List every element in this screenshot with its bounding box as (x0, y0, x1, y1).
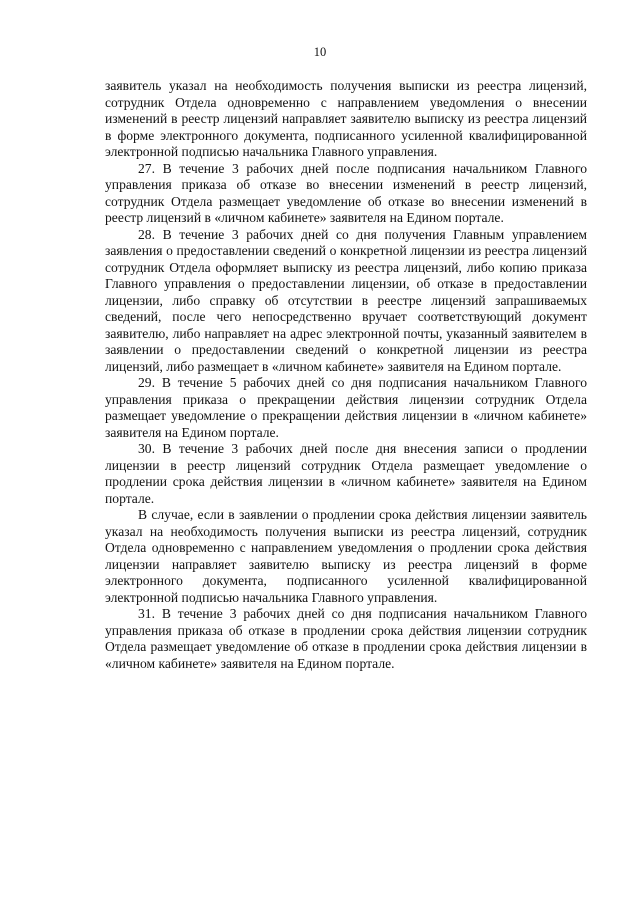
document-body (105, 78, 587, 672)
paragraph-30-case: В случае, если в заявлении о продлении срока действия лицензии заявитель указал на необходимость получения выписки из реестра лицензий, сотрудник Отдела одновременно с направлением уведомления о продлении срока действия лицензии направляет заявителю выписку из реестра лицензий в форме электронного документа, подписанного усиленной квалифицированной электронной подписью начальника Главного управления. (105, 507, 587, 605)
paragraph-27: 27. В течение 3 рабочих дней после подписания начальником Главного управления приказа об отказе во внесении изменений в реестр лицензий, сотрудник Отдела размещает уведомление об отказе во внесении изменений в реестр лицензий в «личном кабинете» заявителя на Едином портале. (105, 160, 587, 225)
paragraph-31: 31. В течение 3 рабочих дней со дня подписания начальником Главного управления приказа об отказе в продлении срока действия лицензии сотрудник Отдела размещает уведомление об отказе в продлении срока действия лицензии в «личном кабинете» заявителя на Едином портале. (105, 606, 587, 671)
paragraph-continuation: заявитель указал на необходимость получения выписки из реестра лицензий, сотрудник Отдела одновременно с направлением уведомления о внесении изменений в реестр лицензий направляет заявителю выписку из реестра лицензий в форме электронного документа, подписанного усиленной квалифицированной электронной подписью начальника Главного управления. (105, 78, 587, 159)
page-number: 10 (313, 45, 327, 59)
paragraph-28: 28. В течение 3 рабочих дней со дня получения Главным управлением заявления о предоставлении сведений о конкретной лицензии из реестра лицензий сотрудник Отдела оформляет выписку из реестра лицензий, либо копию приказа Главного управления о предоставлении лицензии, об отказе в предоставлении лицензии, либо справку об отсутствии в реестре лицензий запрашиваемых сведений, после чего непосредственно вручает соответствующий документ заявителю, либо направляет на адрес электронной почты, указанный заявителем в заявлении о предоставлении сведений о конкретной лицензии из реестра лицензий, либо размещает в «личном кабинете» заявителя на Едином портале. (105, 226, 587, 374)
paragraph-30: 30. В течение 3 рабочих дней после дня внесения записи о продлении лицензии в реестр лицензий сотрудник Отдела размещает уведомление о продлении срока действия лицензии в «личном кабинете» заявителя на Едином портале. (105, 441, 587, 506)
paragraph-29: 29. В течение 5 рабочих дней со дня подписания начальником Главного управления приказа о прекращении действия лицензии сотрудник Отдела размещает уведомление о прекращении действия лицензии в «личном кабинете» заявителя на Едином портале. (105, 375, 587, 440)
